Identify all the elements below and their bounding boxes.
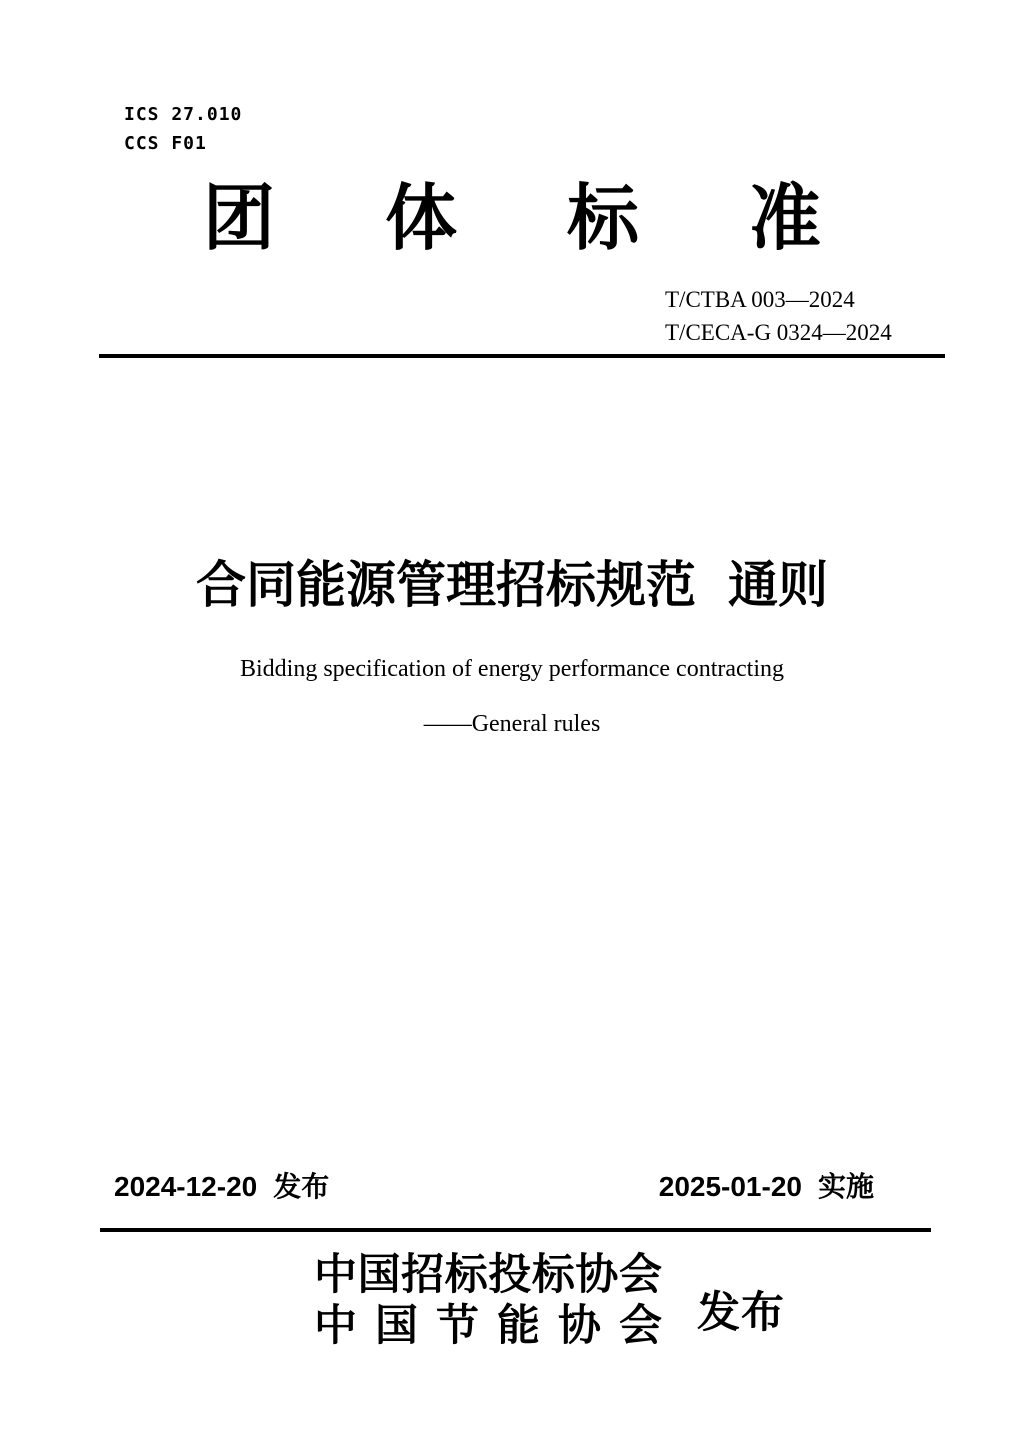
- char-glyph: 招: [401, 1252, 445, 1299]
- document-title-english: Bidding specification of energy performance contracting: [239, 656, 785, 682]
- issue-label: 发布: [273, 1171, 330, 1202]
- char-glyph: 中: [314, 1252, 357, 1299]
- char-glyph: 国: [357, 1252, 401, 1299]
- char-glyph: 投: [488, 1252, 532, 1299]
- footer-divider-line: [100, 1228, 931, 1232]
- char-glyph: 准: [748, 179, 821, 259]
- publishers-block: [314, 1250, 662, 1352]
- standard-number-primary: T/CTBA 003—2024: [665, 287, 855, 312]
- publish-action-label: 发布: [697, 1290, 785, 1337]
- char-glyph: 标: [444, 1252, 488, 1299]
- char-glyph: 标: [566, 179, 639, 259]
- implementation-date: 2025-01-20: [658, 1171, 802, 1202]
- implementation-label: 实施: [817, 1171, 874, 1202]
- standard-type-masthead: [203, 180, 821, 258]
- char-glyph: 会: [619, 1303, 662, 1350]
- char-glyph: 中: [314, 1303, 357, 1350]
- ccs-code: CCS F01: [124, 133, 207, 154]
- char-glyph: 协: [575, 1252, 619, 1299]
- ics-code: ICS 27.010: [124, 104, 243, 125]
- char-glyph: 团: [203, 179, 276, 259]
- char-glyph: 国: [375, 1303, 418, 1350]
- char-glyph: 体: [384, 179, 457, 259]
- char-glyph: 能: [497, 1303, 540, 1350]
- document-title-chinese: 合同能源管理招标规范 通则: [196, 557, 828, 613]
- classification-codes: [124, 100, 242, 158]
- document-subtitle-english: ——General rules: [423, 711, 601, 737]
- char-glyph: 节: [436, 1303, 479, 1350]
- publisher-secondary: [314, 1301, 662, 1352]
- implementation-date-line: [659, 1170, 874, 1204]
- standard-numbers: [665, 283, 892, 349]
- char-glyph: 标: [531, 1252, 575, 1299]
- char-glyph: 会: [618, 1252, 662, 1299]
- publisher-primary: [314, 1250, 662, 1301]
- char-glyph: 协: [558, 1303, 601, 1350]
- header-divider-line: [99, 354, 945, 358]
- issue-date: 2024-12-20: [114, 1171, 258, 1202]
- issue-date-line: [114, 1170, 329, 1204]
- standard-number-secondary: T/CECA-G 0324—2024: [665, 320, 892, 345]
